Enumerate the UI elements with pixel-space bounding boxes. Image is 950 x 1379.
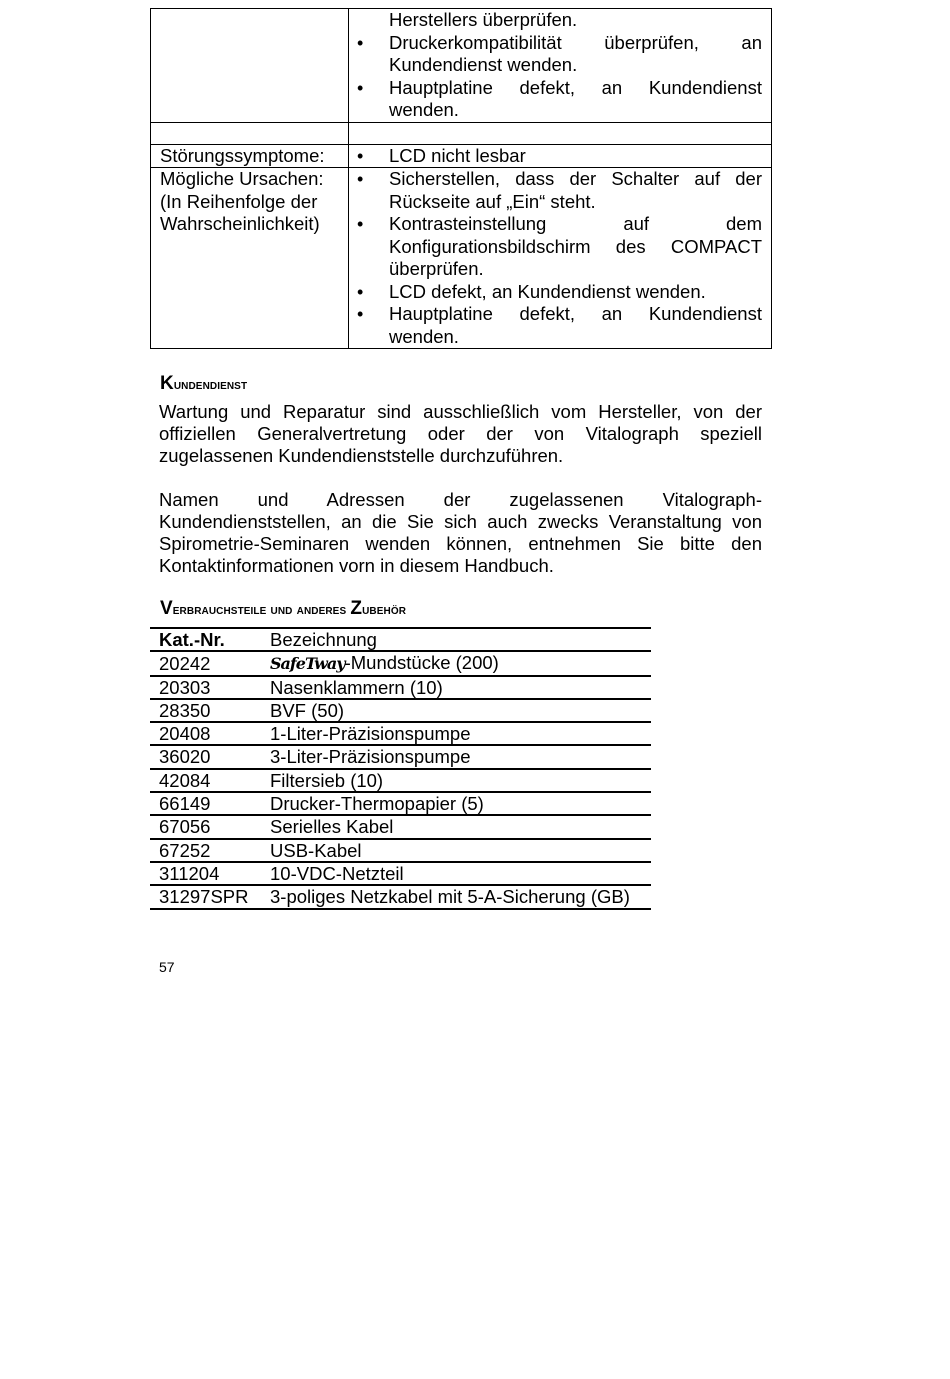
- table-row: [151, 144, 772, 168]
- list-item: • Sicherstellen, dass der Schalter auf der Rückseite auf „Ein“ steht.: [389, 168, 762, 213]
- symptoms-list: [389, 145, 762, 168]
- service-paragraph-2: Namen und Adressen der zugelassenen Vitalograph-Kundendienststellen, an die Sie sich auch zwecks Veranstaltung von Spirometrie-Seminaren wenden können, entnehmen Sie bitte den Kontaktinformationen vorn in diesem Handbuch.: [159, 489, 762, 576]
- table-row: [151, 168, 772, 349]
- table-row: [150, 651, 651, 675]
- table-row: [150, 885, 651, 908]
- cat-number: 28350: [150, 699, 261, 722]
- causes-sublabel: (In Reihenfolge der Wahrscheinlichkeit): [160, 190, 320, 234]
- cat-number: 20303: [150, 676, 261, 699]
- cat-number: 67056: [150, 815, 261, 838]
- description: SafeTway-Mundstücke (200): [261, 651, 651, 675]
- safeway-logo: SafeTway: [270, 654, 345, 674]
- table-row: [150, 792, 651, 815]
- causes-label: Mögliche Ursachen:: [160, 168, 324, 189]
- description: Serielles Kabel: [261, 815, 651, 838]
- empty-label-cell: [151, 9, 349, 123]
- symptoms-label: Störungssymptome:: [151, 144, 349, 168]
- description: 1-Liter-Präzisionspumpe: [261, 722, 651, 745]
- table-row: [150, 862, 651, 885]
- table-row: [151, 9, 772, 123]
- list-item: • Hauptplatine defekt, an Kundendienst wenden.: [389, 77, 762, 122]
- description: Drucker-Thermopapier (5): [261, 792, 651, 815]
- continued-text: Herstellers überprüfen.: [389, 9, 578, 30]
- description: 3-poliges Netzkabel mit 5-A-Sicherung (GB): [261, 885, 651, 908]
- column-header-description: Bezeichnung: [261, 628, 651, 651]
- causes-list: [389, 168, 762, 348]
- table-row: [150, 745, 651, 768]
- table-row: [150, 676, 651, 699]
- description: Filtersieb (10): [261, 769, 651, 792]
- description: USB-Kabel: [261, 839, 651, 862]
- cat-number: 20242: [150, 651, 261, 675]
- table-row: [150, 722, 651, 745]
- troubleshooting-table: [150, 8, 772, 349]
- column-header-number: Kat.-Nr.: [150, 628, 261, 651]
- table-row: [150, 815, 651, 838]
- list-item: • LCD defekt, an Kundendienst wenden.: [389, 281, 762, 304]
- cat-number: 31297SPR: [150, 885, 261, 908]
- table-row: [150, 769, 651, 792]
- continued-causes-cell: [349, 9, 772, 123]
- cat-number: 42084: [150, 769, 261, 792]
- list-item: • Kontrasteinstellung auf dem Konfigurationsbildschirm des COMPACT überprüfen.: [389, 213, 762, 281]
- list-item: • LCD nicht lesbar: [389, 145, 762, 168]
- description: 10-VDC-Netzteil: [261, 862, 651, 885]
- description: Nasenklammern (10): [261, 676, 651, 699]
- page-number: 57: [159, 959, 175, 975]
- list-item: • Hauptplatine defekt, an Kundendienst wenden.: [389, 303, 762, 348]
- cat-number: 36020: [150, 745, 261, 768]
- cat-number: 20408: [150, 722, 261, 745]
- table-row: [150, 699, 651, 722]
- cat-number: 66149: [150, 792, 261, 815]
- service-heading: Kundendienst: [160, 373, 248, 394]
- accessories-heading: Verbrauchsteile und anderes Zubehör: [160, 598, 407, 619]
- accessories-table: [150, 627, 651, 910]
- cat-number: 311204: [150, 862, 261, 885]
- list-item: • Druckerkompatibilität überprüfen, an Kundendienst wenden.: [389, 32, 762, 77]
- cat-number: 67252: [150, 839, 261, 862]
- table-row: [151, 122, 772, 144]
- continued-list: [389, 32, 762, 122]
- table-header-row: [150, 628, 651, 651]
- table-row: [150, 839, 651, 862]
- description: 3-Liter-Präzisionspumpe: [261, 745, 651, 768]
- description: BVF (50): [261, 699, 651, 722]
- service-paragraph-1: Wartung und Reparatur sind ausschließlich vom Hersteller, von der offiziellen Generalvertretung oder der von Vitalograph speziell zugelassenen Kundendienststelle durchzuführen.: [159, 401, 762, 466]
